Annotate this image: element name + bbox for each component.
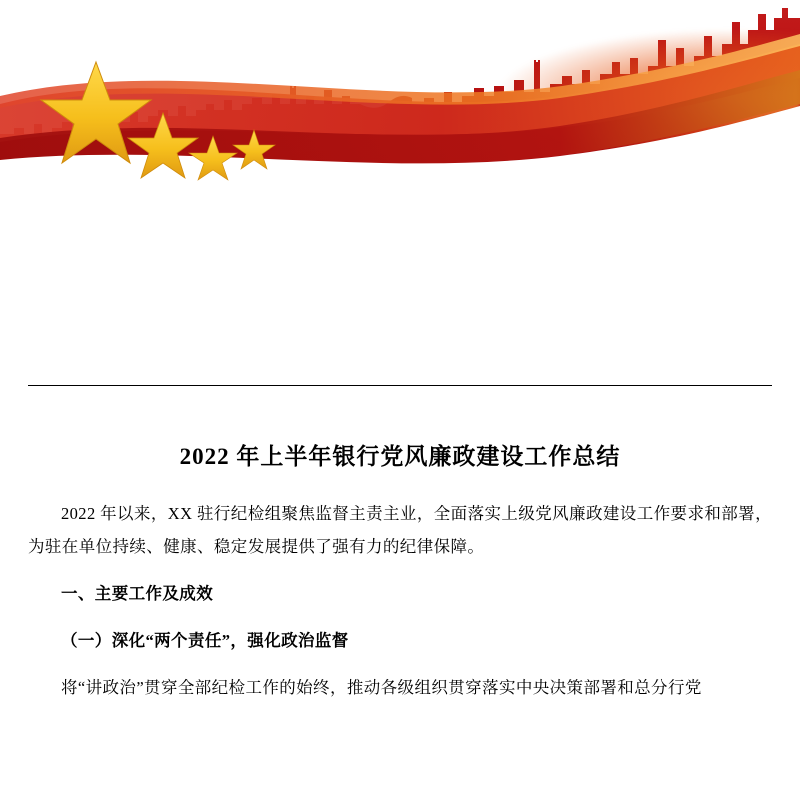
- blank-spacer: [28, 185, 772, 385]
- horizontal-rule: [28, 385, 772, 386]
- intro-paragraph: 2022 年以来，XX 驻行纪检组聚焦监督主责主业，全面落实上级党风廉政建设工作要求和部署，为驻在单位持续、健康、稳定发展提供了强有力的纪律保障。: [28, 504, 772, 556]
- page-banner: [0, 0, 800, 185]
- section-heading-one: 一、主要工作及成效: [61, 584, 214, 603]
- document-page: [0, 185, 800, 704]
- subsection-heading-one: （一）深化“两个责任”，强化政治监督: [61, 631, 349, 650]
- page-title: 2022 年上半年银行党风廉政建设工作总结: [179, 444, 621, 469]
- ribbon-wave-icon: [0, 0, 800, 185]
- body-paragraph-one: 将“讲政治”贯穿全部纪检工作的始终，推动各级组织贯穿落实中央决策部署和总分行党: [61, 678, 702, 697]
